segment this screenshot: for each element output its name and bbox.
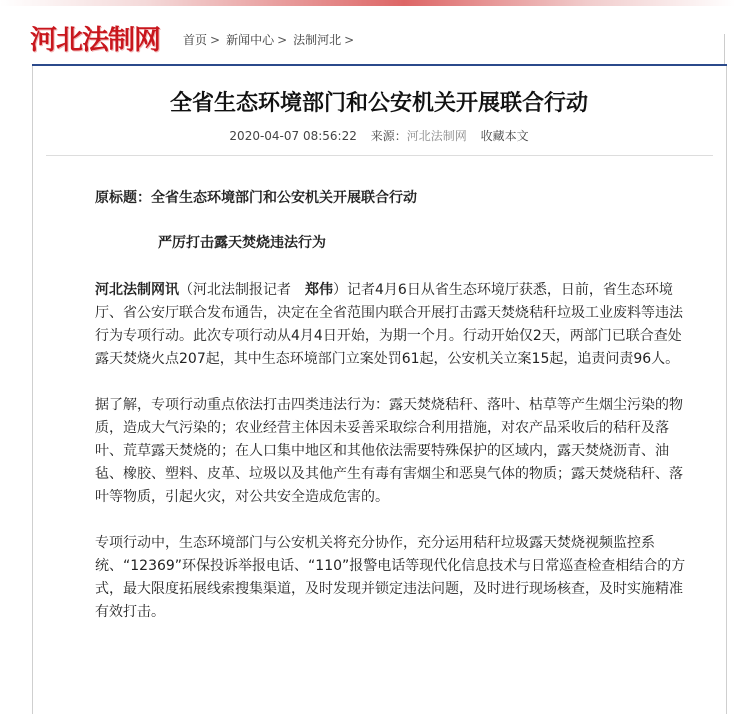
article-body xyxy=(95,187,695,647)
side-frame-edge xyxy=(724,34,735,64)
paragraph-1 xyxy=(95,279,695,371)
meta-divider xyxy=(46,155,713,156)
breadcrumb-separator: > xyxy=(344,32,355,47)
breadcrumb-home[interactable]: 首页 xyxy=(183,33,208,47)
reporter-name: 郑伟 xyxy=(305,282,333,298)
article-subtitle: 严厉打击露天焚烧违法行为 xyxy=(158,235,326,251)
source-label: 来源： xyxy=(370,129,407,143)
article-meta xyxy=(33,127,725,144)
article-datetime: 2020-04-07 08:56:22 xyxy=(229,129,357,143)
article-title: 全省生态环境部门和公安机关开展联合行动 xyxy=(169,91,588,116)
paragraph-lead: 河北法制网讯 xyxy=(95,282,179,298)
paragraph-2: 据了解，专项行动重点依法打击四类违法行为：露天焚烧秸秆、落叶、枯草等产生烟尘污染的物质，造成大气污染的；农业经营主体因未妥善采取综合利用措施，对农产品采收后的秸秆及落叶、荒草露天焚烧的；在人口集中地区和其他依法需要特殊保护的区域内，露天焚烧沥青、油毡、橡胶、塑料、皮革、垃圾以及其他产生有毒有害烟尘和恶臭气体的物质；露天焚烧秸秆、落叶等物质，引起火灾，对公共安全造成危害的。 xyxy=(95,397,683,505)
favorite-link[interactable]: 收藏本文 xyxy=(480,129,529,143)
breadcrumb-news-center[interactable]: 新闻中心 xyxy=(226,33,275,47)
breadcrumb-separator: > xyxy=(210,32,221,47)
frame-top-border xyxy=(32,64,727,66)
paragraph-3: 专项行动中，生态环境部门与公安机关将充分协作，充分运用秸秆垃圾露天焚烧视频监控系统、“12369”环保投诉举报电话、“110”报警电话等现代化信息技术与日常巡查检查相结合的方式，最大限度拓展线索搜集渠道，及时发现并锁定违法问题，及时进行现场核查，及时实施精准有效打击。 xyxy=(95,535,686,620)
paragraph-1-body: ）记者4月6日从省生态环境厅获悉，日前，省生态环境厅、省公安厅联合发布通告，决定在全省范围内联合开展打击露天焚烧秸秆垃圾工业废料等违法行为专项行动。此次专项行动从4月4日开始，为期一个月。行动开始仅2天，两部门已联合查处露天焚烧火点207起，其中生态环境部门立案处罚61起，公安机关立案15起，追责问责96人。 xyxy=(95,282,683,367)
reporter-prefix: （河北法制报记者 xyxy=(179,282,305,298)
original-title: 原标题：全省生态环境部门和公安机关开展联合行动 xyxy=(95,190,417,206)
site-header xyxy=(0,6,735,64)
breadcrumb xyxy=(183,31,357,48)
source-link[interactable]: 河北法制网 xyxy=(406,129,467,143)
site-logo[interactable]: 河北法制网 xyxy=(30,25,160,56)
source-info xyxy=(371,129,467,143)
breadcrumb-separator: > xyxy=(277,32,288,47)
breadcrumb-hebei-law[interactable]: 法制河北 xyxy=(293,33,342,47)
